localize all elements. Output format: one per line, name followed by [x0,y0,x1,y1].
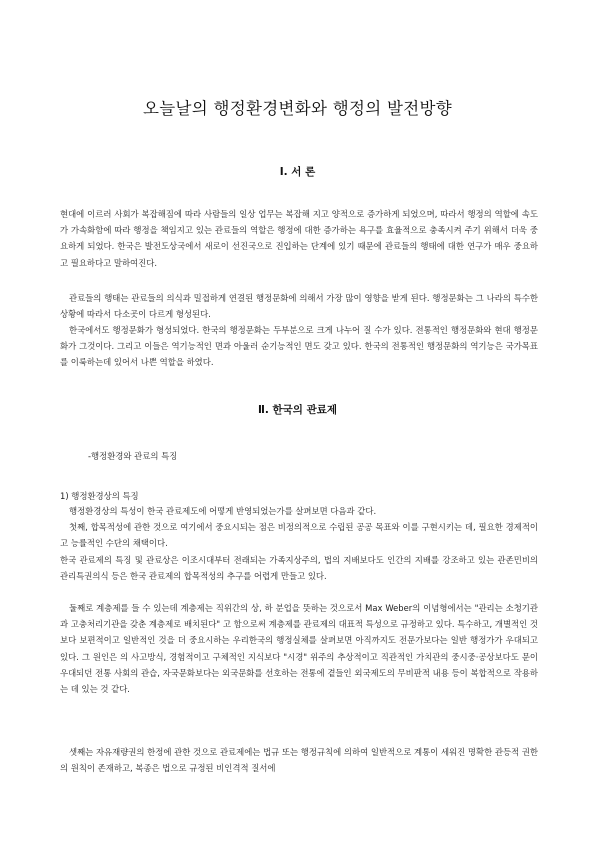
item-title: 1) 행정환경상의 특징 [60,491,139,501]
body-paragraph-4: 둘째로 계층제를 들 수 있는데 계층제는 직위간의 상, 하 분업을 뜻하는 것으로서 Max Weber의 이념형에서는 "관리는 소청기관과 고충처리기관을 갖춘 계층제로 배치된다" 고 함으로써 계층제를 관료제의 대표적 특성으로 규정하고 있다. 특수하고, 개별적인 것보다 보편적이고 일반적인 것을 더 중요시하는 우리한국의 행정실체를 살펴보면 아직까지도 전문가보다는 일반 행정가가 우대되고 있다. 그 원인은 의 사고방식, 경험적이고 구체적인 지식보다 "시경" 위주의 추상적이고 직관적인 가치관의 중시중·공상보다도 문이 우대되던 전통 사회의 관습, 자국문화보다는 외국문화를 선호하는 전통에 곁들인 외국제도의 무비판적 내용 등이 복합적으로 작용하는 데 있는 것 같다. [60,603,538,695]
body-paragraph-3: 한국 관료제의 특징 및 관료상은 이조시대부터 전래되는 가족지상주의, 법의 지배보다도 인간의 지배를 강조하고 있는 관존민비의 관리특권의식 등은 한국 관료제의 합목적성의 추구를 어렵게 만들고 있다. [60,555,538,582]
body-paragraph-5: 셋째는 자유재량권의 한정에 관한 것으로 관료제에는 법규 또는 행정규칙에 의하여 일반적으로 계통이 세워진 명확한 관등적 권한의 원칙이 존재하고, 복종은 법으로 규정된 비인격적 질서에 [60,747,538,774]
intro-paragraph-3: 한국에서도 행정문화가 형성되었다. 한국의 행정문화는 두부분으로 크게 나누어 질 수가 있다. 전통적인 행정문화와 현대 행정문화가 그것이다. 그리고 이들은 역기능적인 면과 아울러 순기능적인 면도 갖고 있다. 한국의 전통적인 행정문화의 역기능은 국가목표를 이룩하는데 있어서 나쁜 역할을 하였다. [60,325,538,368]
body-paragraph-2: 첫째, 합목적성에 관한 것으로 여기에서 중요시되는 점은 비정의적으로 수립된 공공 목표와 이를 구현시키는 데, 필요한 경제적이고 능률적인 수단의 채택이다. [60,522,538,549]
body-paragraph-1: 행정환경상의 특성이 한국 관료제도에 어떻게 반영되었는가를 살펴보면 다음과 같다. [69,506,377,516]
section-heading-bureaucracy: Ⅱ. 한국의 관료제 [257,404,338,416]
section-heading-intro: Ⅰ. 서 론 [279,166,316,178]
intro-paragraph-2: 관료들의 행태는 관료들의 의식과 밀접하게 연결된 행정문화에 의해서 가장 많이 영향을 받게 된다. 행정문화는 그 나라의 특수한 상황에 따라서 다소곳이 다르게 형성된다. [60,293,538,320]
document-title: 오늘날의 행정환경변화와 행정의 발전방향 [143,99,452,118]
intro-paragraph-1: 현대에 이르러 사회가 복잡해짐에 따라 사람들의 일상 업무는 복잡해 지고 양적으로 증가하게 되었으며, 따라서 행정의 역할에 속도가 가속화함에 따라 행정을 책임지고 있는 관료들의 역할은 행정에 대한 증가하는 욕구를 효율적으로 충족시켜 주기 위해서 더욱 중요하게 되었다. 한국은 발전도상국에서 새로이 선진국으로 진입하는 단계에 있기 때문에 관료들의 행태에 대한 연구가 매우 중요하고 필요하다고 말하여진다. [60,209,538,268]
subheading: -행정환경와 관료의 특징 [88,451,178,461]
